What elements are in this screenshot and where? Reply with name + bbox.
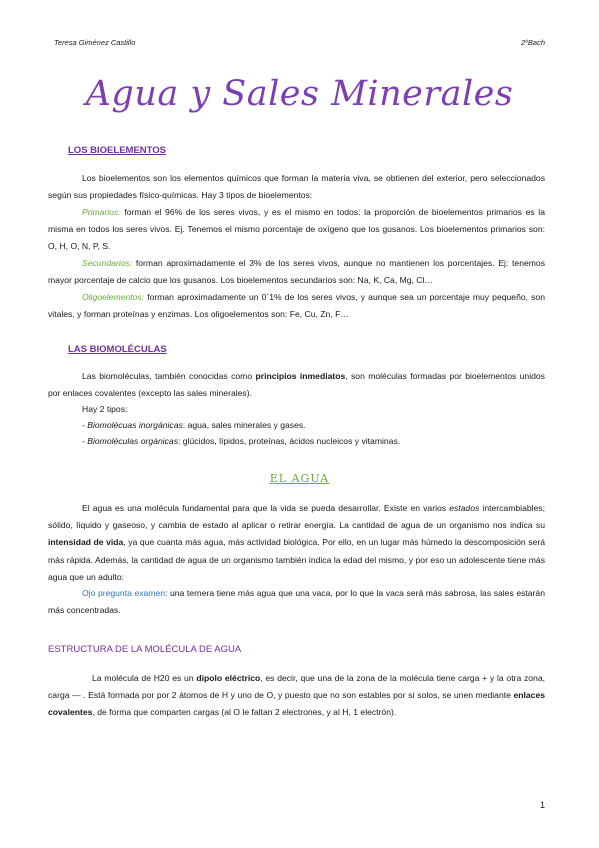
biomoleculas-intro: [48, 368, 545, 402]
header-author: Teresa Giménez Castillo: [54, 38, 136, 47]
heading-estructura: ESTRUCTURA DE LA MOLÉCULA DE AGUA: [48, 644, 242, 655]
bioelementos-intro-text: Los bioelementos son los elementos químicos que forman la materia viva, se obtienen del exterior, pero seleccionados según sus propiedades físico-químicas. Hay 3 tipos de bioelementos:: [48, 173, 545, 201]
agua-p1-a: El agua es una molécula fundamental para que la vida se pueda desarrollar. Existe en varios: [82, 503, 447, 513]
heading-bioelementos: LOS BIOELEMENTOS: [68, 145, 167, 156]
list-item: [82, 417, 400, 433]
biomoleculas-types: [48, 401, 545, 418]
bioelementos-oligo: [48, 289, 545, 323]
estructura-paragraph: [48, 670, 545, 722]
item1-text: : agua, sales minerales y gases.: [182, 420, 306, 430]
oligo-text: forman aproximadamente un 0´1% de los seres vivos, y aunque sea un porcentaje muy pequeño, son vitales, y forman proteínas y enzimas. Los oligoelementos son: Fe, Cu, Zn, F…: [48, 292, 545, 320]
agua-p1-b: intercambiables; sólido, líquido y gaseoso, y cambia de estado al aplicar o retirar energía. La cantidad de agua de un organismo nos indica su: [48, 503, 545, 531]
page-number: 1: [539, 800, 545, 810]
agua-exam: [48, 585, 545, 619]
agua-p1-bold: intensidad de vida: [48, 537, 124, 548]
biomoleculas-intro-a: Las biomoléculas, también conocidas como: [82, 371, 253, 381]
biomoleculas-intro-bold: principios inmediatos: [255, 371, 346, 381]
exam-label: Ojo pregunta examen: [82, 588, 166, 598]
secundarios-label: Secundarios:: [82, 258, 133, 268]
header-course: 2ºBach: [520, 38, 545, 47]
primarios-label: Primarios:: [82, 207, 121, 217]
heading-agua: EL AGUA: [269, 472, 330, 485]
agua-p1-c: , ya que cuanta más agua, más actividad biológica. Por ello, en un lugar más húmedo la descomposición será más rápida. Además, la cantidad de agua de un organismo también indica la edad del mismo, y por eso un adolescente tiene más agua que un adulto:: [48, 537, 545, 582]
bioelementos-primarios: [48, 204, 545, 256]
secundarios-text: forman aproximadamente el 3% de los seres vivos, aunque no mantienen los porcentajes. Ej: tenemos mayor porcentaje de calcio que los gusanos. Los bioelementos secundarios son: Na, K, Ca, Mg, Cl…: [48, 258, 545, 286]
item1-label: Biomolécuas inorgánicas: [87, 420, 183, 430]
estructura-p-b: , es decir, que una de la zona de la molécula tiene carga + y la otra zona, carga — . Está formada por por 2 átomos de H y uno de O, y puesto que no son estables por sí solos, se unen mediante: [48, 673, 546, 701]
estructura-bold2: enlaces covalentes: [48, 690, 546, 718]
agua-paragraph: [48, 500, 545, 586]
estructura-p-c: , de forma que comparten cargas (al O le faltan 2 electrones, y al H, 1 electrón).: [92, 707, 397, 718]
primarios-text: forman el 96% de los seres vivos, y es el mismo en todos: la proporción de bioelementos primarios es la misma en todos los seres vivos. Ej. Tenemos el mismo porcentaje de oxígeno que los gusanos. Los bioelementos primarios son: O, H, O, N, P, S.: [48, 207, 545, 252]
biomoleculas-types-label: Hay 2 tipos:: [82, 404, 128, 414]
agua-p1-estados: estados: [449, 503, 480, 513]
heading-biomoleculas: LAS BIOMOLÉCULAS: [68, 344, 167, 355]
bioelementos-secundarios: [48, 255, 545, 289]
item2-text: : glúcidos, lípidos, proteínas, ácidos nucleicos y vitaminas.: [178, 436, 401, 446]
oligo-label: Oligoelementos:: [82, 292, 145, 302]
page-title: Agua y Sales Minerales: [85, 74, 514, 114]
bioelementos-intro: [48, 170, 545, 204]
item2-label: Biomoléculas orgánicas: [87, 436, 179, 446]
biomoleculas-list: [82, 417, 400, 449]
estructura-p-a: La molécula de H20 es un: [92, 673, 194, 683]
estructura-bold1: dipolo eléctrico: [196, 673, 261, 683]
biomoleculas-intro-b: , son moléculas formadas por bioelementos unidos por enlaces covalentes (excepto las sales minerales).: [48, 371, 545, 399]
list-item: [82, 433, 400, 449]
exam-text: : una ternera tiene más agua que una vaca, por lo que la vaca será más sabrosa, las sales estarán más concentradas.: [48, 588, 545, 616]
